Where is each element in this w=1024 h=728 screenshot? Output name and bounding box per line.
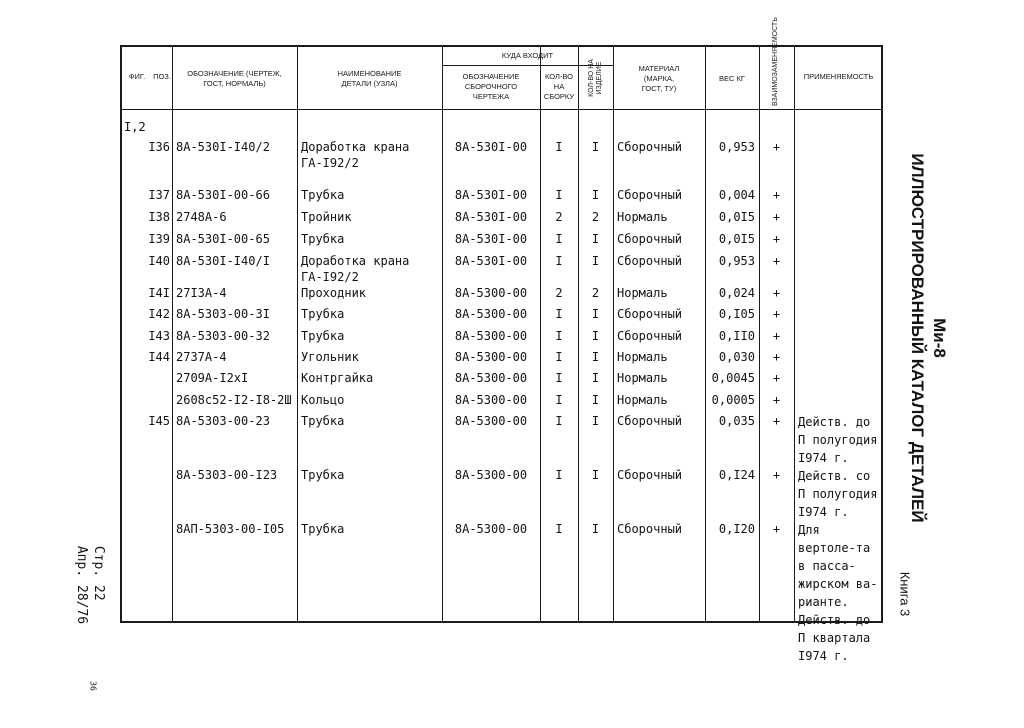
- row-weight: 0,030: [718, 350, 755, 364]
- row-weight: 0,004: [718, 188, 755, 202]
- row-weight: 0,II0: [718, 329, 755, 343]
- row-weight: 0,I05: [718, 307, 755, 321]
- row-designation: 8АП-5303-00-I05: [176, 522, 285, 536]
- row-interchangeability: +: [772, 414, 781, 428]
- row-designation: 8А-5303-00-23: [176, 414, 270, 428]
- page-info: [73, 546, 107, 624]
- row-name: Трубка: [301, 188, 345, 202]
- sheet-number: 36: [88, 681, 98, 691]
- row-qty-assembly: I: [555, 393, 563, 407]
- row-pos: I44: [148, 350, 170, 364]
- header-applicability: ПРИМЕНЯЕМОСТЬ: [803, 72, 874, 81]
- row-qty-assembly: I: [555, 188, 563, 202]
- row-qty-product: I: [591, 468, 600, 482]
- row-pos: I39: [148, 232, 170, 246]
- row-material: Нормаль: [617, 210, 668, 224]
- row-applicability: Действ. со П полугодия I974 г.: [798, 469, 878, 519]
- parts-catalog-table: [120, 17, 883, 663]
- row-assembly: 8А-5300-00: [454, 350, 528, 364]
- row-assembly: 8А-530I-00: [454, 254, 528, 268]
- row-assembly: 8А-5300-00: [454, 371, 528, 385]
- row-pos: I45: [148, 414, 170, 428]
- row-designation: 8А-530I-00-65: [176, 232, 270, 246]
- row-material: Сборочный: [617, 188, 683, 202]
- row-weight: 0,I24: [718, 468, 755, 482]
- row-name: Трубка: [301, 468, 345, 482]
- row-interchangeability: +: [772, 307, 781, 321]
- row-pos: I4I: [148, 286, 170, 300]
- row-qty-assembly: 2: [555, 210, 563, 224]
- header-enters: КУДА ВХОДИТ: [501, 51, 554, 60]
- row-material: Нормаль: [617, 371, 668, 385]
- row-material: Нормаль: [617, 350, 668, 364]
- page-date: Апр. 28/76: [74, 545, 89, 625]
- row-qty-product: I: [591, 254, 600, 268]
- row-designation: 2709А-I2хI: [176, 371, 249, 385]
- row-qty-product: I: [591, 393, 600, 407]
- row-material: Сборочный: [617, 468, 683, 482]
- row-interchangeability: +: [772, 188, 781, 202]
- row-weight: 0,035: [718, 414, 755, 428]
- row-name: Контргайка: [301, 371, 374, 385]
- row-name: Доработка крана ГА-I92/2: [301, 254, 410, 284]
- header-qty-assembly: КОЛ-ВО НА СБОРКУ: [543, 72, 575, 101]
- header-interchangeability: ВЗАИМОЗАМЕНЯЕМОСТЬ: [772, 17, 779, 106]
- row-name: Трубка: [301, 307, 345, 321]
- row-assembly: 8А-5300-00: [454, 393, 528, 407]
- aircraft-model: Ми-8: [930, 318, 949, 358]
- header-material: МАТЕРИАЛ (МАРКА, ГОСТ, ТУ): [638, 64, 680, 93]
- row-pos: I38: [148, 210, 170, 224]
- row-designation: 2748А-6: [176, 210, 227, 224]
- row-qty-assembly: I: [555, 468, 563, 482]
- row-weight: 0,024: [718, 286, 755, 300]
- row-qty-product: I: [591, 307, 600, 321]
- row-pos: I37: [148, 188, 170, 202]
- row-name: Трубка: [301, 232, 345, 246]
- row-designation: 2608с52-I2-I8-2Ш: [176, 393, 292, 407]
- catalog-title: ИЛЛЮСТРИРОВАННЫЙ КАТАЛОГ ДЕТАЛЕЙ: [908, 153, 927, 523]
- row-name: Трубка: [301, 329, 345, 343]
- row-qty-assembly: I: [555, 232, 563, 246]
- row-weight: 0,953: [718, 140, 755, 154]
- catalog-title-block: [906, 153, 950, 522]
- row-applicability: Для вертоле-та в пасса-жирском ва-рианте. Действ. до П квартала I974 г.: [798, 523, 878, 663]
- row-qty-assembly: I: [555, 414, 563, 428]
- row-qty-product: I: [591, 522, 600, 536]
- row-pos: I42: [148, 307, 170, 321]
- row-qty-product: I: [591, 414, 600, 428]
- row-name: Трубка: [301, 414, 345, 428]
- row-designation: 8А-5303-00-3I: [176, 307, 270, 321]
- row-pos: I43: [148, 329, 170, 343]
- row-designation: 2737А-4: [176, 350, 227, 364]
- row-material: Нормаль: [617, 393, 668, 407]
- row-interchangeability: +: [772, 393, 781, 407]
- fig-value: I,2: [124, 120, 146, 134]
- header-pos: ПОЗ.: [153, 72, 171, 81]
- row-qty-assembly: I: [555, 371, 563, 385]
- row-designation: 8А-530I-I40/I: [176, 254, 270, 268]
- row-name: Угольник: [301, 350, 359, 364]
- row-name: Тройник: [301, 210, 352, 224]
- header-assembly-designation: ОБОЗНАЧЕНИЕ СБОРОЧНОГО ЧЕРТЕЖА: [462, 72, 520, 101]
- row-material: Сборочный: [617, 414, 683, 428]
- header-designation: ОБОЗНАЧЕНИЕ (ЧЕРТЕЖ, ГОСТ, НОРМАЛЬ): [187, 69, 282, 88]
- row-weight: 0,I20: [718, 522, 755, 536]
- header-qty-product: КОЛ-ВО НА ИЗДЕЛИЕ: [588, 59, 603, 97]
- row-interchangeability: +: [772, 350, 781, 364]
- row-interchangeability: +: [772, 468, 781, 482]
- row-qty-product: I: [591, 188, 600, 202]
- row-interchangeability: +: [772, 210, 781, 224]
- row-qty-assembly: I: [555, 140, 563, 154]
- row-qty-assembly: I: [555, 254, 563, 268]
- row-material: Сборочный: [617, 522, 683, 536]
- row-material: Сборочный: [617, 307, 683, 321]
- row-qty-product: I: [591, 232, 600, 246]
- row-qty-product: I: [591, 329, 600, 343]
- row-designation: 27I3А-4: [176, 286, 227, 300]
- row-weight: 0,0045: [711, 371, 755, 385]
- row-interchangeability: +: [772, 254, 781, 268]
- row-assembly: 8А-5300-00: [454, 307, 528, 321]
- row-assembly: 8А-5300-00: [454, 414, 528, 428]
- row-designation: 8А-5303-00-I23: [176, 468, 278, 482]
- row-assembly: 8А-530I-00: [454, 188, 528, 202]
- header-fig: ФИГ.: [128, 72, 146, 81]
- book-number: Книга 3: [897, 571, 913, 617]
- row-material: Нормаль: [617, 286, 668, 300]
- row-qty-product: 2: [591, 286, 600, 300]
- row-interchangeability: +: [772, 286, 781, 300]
- row-applicability: Действ. до П полугодия I974 г.: [798, 415, 878, 465]
- row-name: Кольцо: [301, 393, 345, 407]
- row-name: Трубка: [301, 522, 345, 536]
- row-interchangeability: +: [772, 329, 781, 343]
- row-interchangeability: +: [772, 371, 781, 385]
- row-weight: 0,0I5: [718, 210, 755, 224]
- row-weight: 0,0I5: [718, 232, 755, 246]
- row-qty-assembly: I: [555, 522, 563, 536]
- row-interchangeability: +: [772, 232, 781, 246]
- row-material: Сборочный: [617, 254, 683, 268]
- row-material: Сборочный: [617, 232, 683, 246]
- row-assembly: 8А-5300-00: [454, 329, 528, 343]
- row-assembly: 8А-530I-00: [454, 232, 528, 246]
- row-interchangeability: +: [772, 522, 781, 536]
- row-designation: 8А-5303-00-32: [176, 329, 270, 343]
- row-designation: 8А-530I-00-66: [176, 188, 270, 202]
- row-name: Проходник: [301, 286, 367, 300]
- row-qty-product: I: [591, 350, 600, 364]
- row-material: Сборочный: [617, 329, 683, 343]
- row-assembly: 8А-530I-00: [454, 140, 528, 154]
- row-pos: I36: [148, 140, 170, 154]
- row-assembly: 8А-530I-00: [454, 210, 528, 224]
- row-qty-product: I: [591, 140, 600, 154]
- page-number: Стр. 22: [91, 545, 106, 601]
- row-pos: I40: [148, 254, 170, 268]
- header-weight: ВЕС КГ: [719, 74, 745, 83]
- row-weight: 0,0005: [711, 393, 755, 407]
- row-qty-assembly: I: [555, 350, 563, 364]
- row-interchangeability: +: [772, 140, 781, 154]
- row-qty-assembly: 2: [555, 286, 563, 300]
- row-assembly: 8А-5300-00: [454, 468, 528, 482]
- header-name: НАИМЕНОВАНИЕ ДЕТАЛИ (УЗЛА): [337, 69, 402, 88]
- row-qty-product: 2: [591, 210, 600, 224]
- row-assembly: 8А-5300-00: [454, 286, 528, 300]
- row-material: Сборочный: [617, 140, 683, 154]
- row-designation: 8А-530I-I40/2: [176, 140, 270, 154]
- row-weight: 0,953: [718, 254, 755, 268]
- row-assembly: 8А-5300-00: [454, 522, 528, 536]
- row-qty-assembly: I: [555, 307, 563, 321]
- row-qty-assembly: I: [555, 329, 563, 343]
- row-name: Доработка крана ГА-I92/2: [301, 140, 410, 170]
- row-qty-product: I: [591, 371, 600, 385]
